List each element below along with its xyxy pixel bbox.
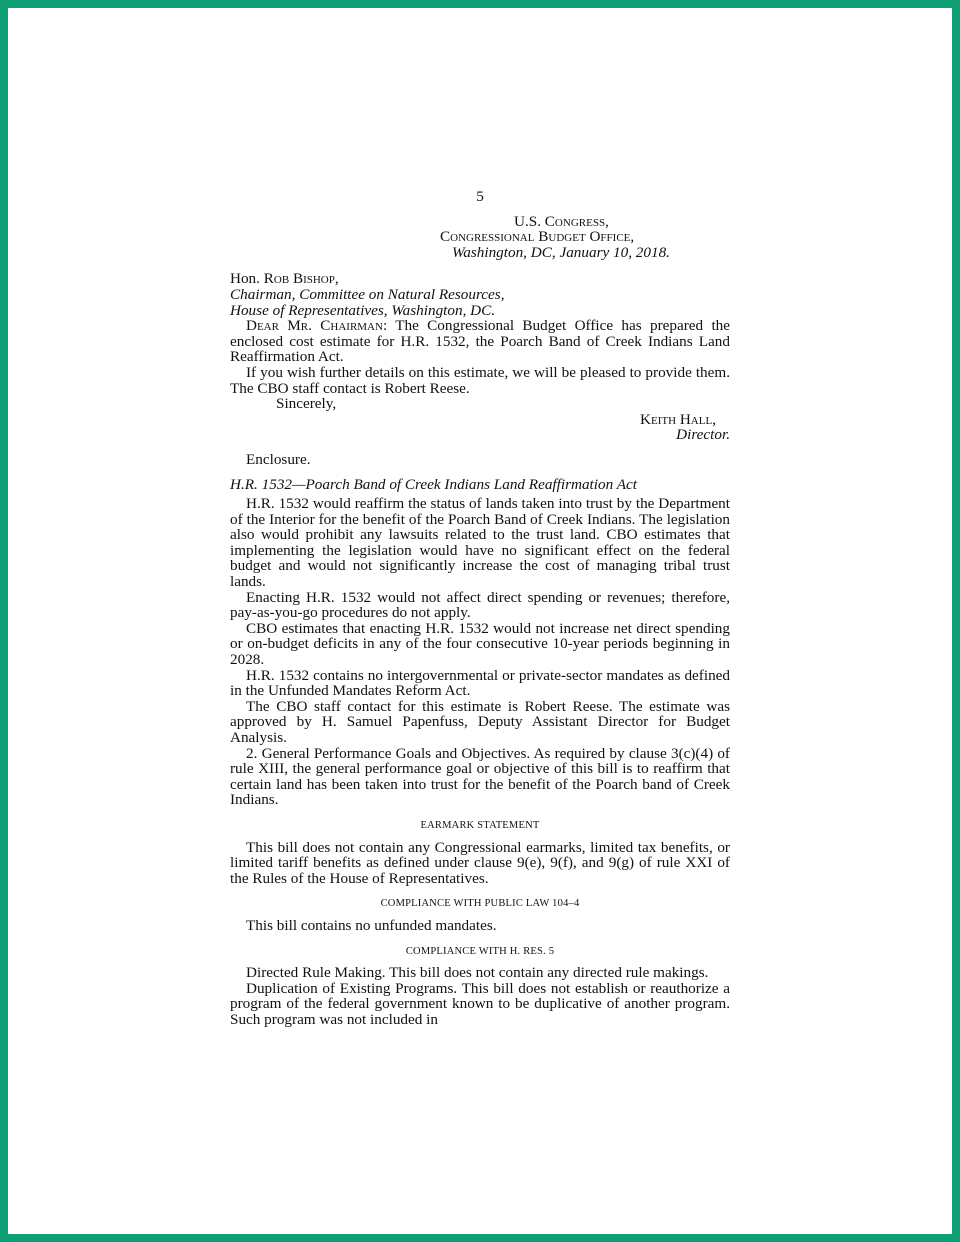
estimate-paragraph: CBO estimates that enacting H.R. 1532 would not increase net direct spending or on-budget deficits in any of the four consecutive 10-year periods beginning in 2028. <box>230 619 730 669</box>
letter-paragraph-2: If you wish further details on this estimate, we will be pleased to provide them. The CBO staff contact is Robert Reese. <box>230 363 730 397</box>
recipient-name-line <box>230 271 730 287</box>
sender-line-1: U.S. Congress, <box>514 212 609 230</box>
recipient-name: Rob Bishop, <box>263 270 339 288</box>
estimate-paragraph: 2. General Performance Goals and Objectives. As required by clause 3(c)(4) of rule XIII, the general performance goal or objective of this bill is to reaffirm that certain land has been taken into trust for the benefit of the Poarch band of Creek Indians. <box>230 744 730 809</box>
estimate-paragraph: H.R. 1532 contains no intergovernmental or private-sector mandates as defined in the Unfunded Mandates Reform Act. <box>230 666 730 700</box>
page-number: 5 <box>476 188 484 205</box>
hres-paragraph-1: Directed Rule Making. This bill does not contain any directed rule makings. <box>246 964 709 982</box>
salutation: Dear Mr. Chairman: <box>246 317 388 335</box>
hres-paragraph-2: Duplication of Existing Programs. This bill does not establish or reauthorize a program of the federal government known to be duplicative of another program. Such program was not included in <box>230 979 730 1028</box>
recipient-address: House of Representatives, Washington, DC. <box>230 301 496 319</box>
document-page <box>230 189 730 1028</box>
closing: Sincerely, <box>276 395 337 413</box>
letter-body-1: The Congressional Budget Office has prepared the enclosed cost estimate for H.R. 1532, the Poarch Band of Creek Indians Land Reaffirmation Act. <box>230 317 730 366</box>
earmark-heading: EARMARK STATEMENT <box>420 819 540 831</box>
signer-title: Director. <box>676 426 730 444</box>
estimate-paragraph: H.R. 1532 would reaffirm the status of lands taken into trust by the Department of the Interior for the benefit of the Poarch Band of Creek Indians. The legislation also would prohibit any lawsuits related to the trust land. CBO estimates that implementing the legislation would have no significant effect on the federal budget and would not significantly increase the cost of managing tribal trust lands. <box>230 495 730 591</box>
public-law-heading: COMPLIANCE WITH PUBLIC LAW 104–4 <box>380 898 580 910</box>
sender-block <box>230 214 730 261</box>
enclosure: Enclosure. <box>246 450 311 468</box>
recipient-title: Chairman, Committee on Natural Resources, <box>230 285 505 303</box>
recipient-prefix: Hon. <box>230 270 264 288</box>
estimate-title: H.R. 1532—Poarch Band of Creek Indians Land Reaffirmation Act <box>230 475 637 493</box>
estimate-paragraph: Enacting H.R. 1532 would not affect direct spending or revenues; therefore, pay-as-you-go procedures do not apply. <box>230 588 730 622</box>
recipient-block <box>230 271 730 318</box>
signer-name: Keith Hall, <box>640 410 716 428</box>
sender-line-2: Congressional Budget Office, <box>440 228 635 246</box>
public-law-text: This bill contains no unfunded mandates. <box>246 916 497 934</box>
earmark-text: This bill does not contain any Congressional earmarks, limited tax benefits, or limited tariff benefits as defined under clause 9(e), 9(f), and 9(g) of rule XXI of the Rules of the House of Representatives. <box>230 838 730 887</box>
letter-paragraph-1 <box>230 318 730 365</box>
estimate-paragraph: The CBO staff contact for this estimate is Robert Reese. The estimate was approved by H. Samuel Papenfuss, Deputy Assistant Director for Budget Analysis. <box>230 697 730 746</box>
sender-line-3: Washington, DC, January 10, 2018. <box>452 243 670 261</box>
hres-heading: COMPLIANCE WITH H. RES. 5 <box>405 945 555 957</box>
